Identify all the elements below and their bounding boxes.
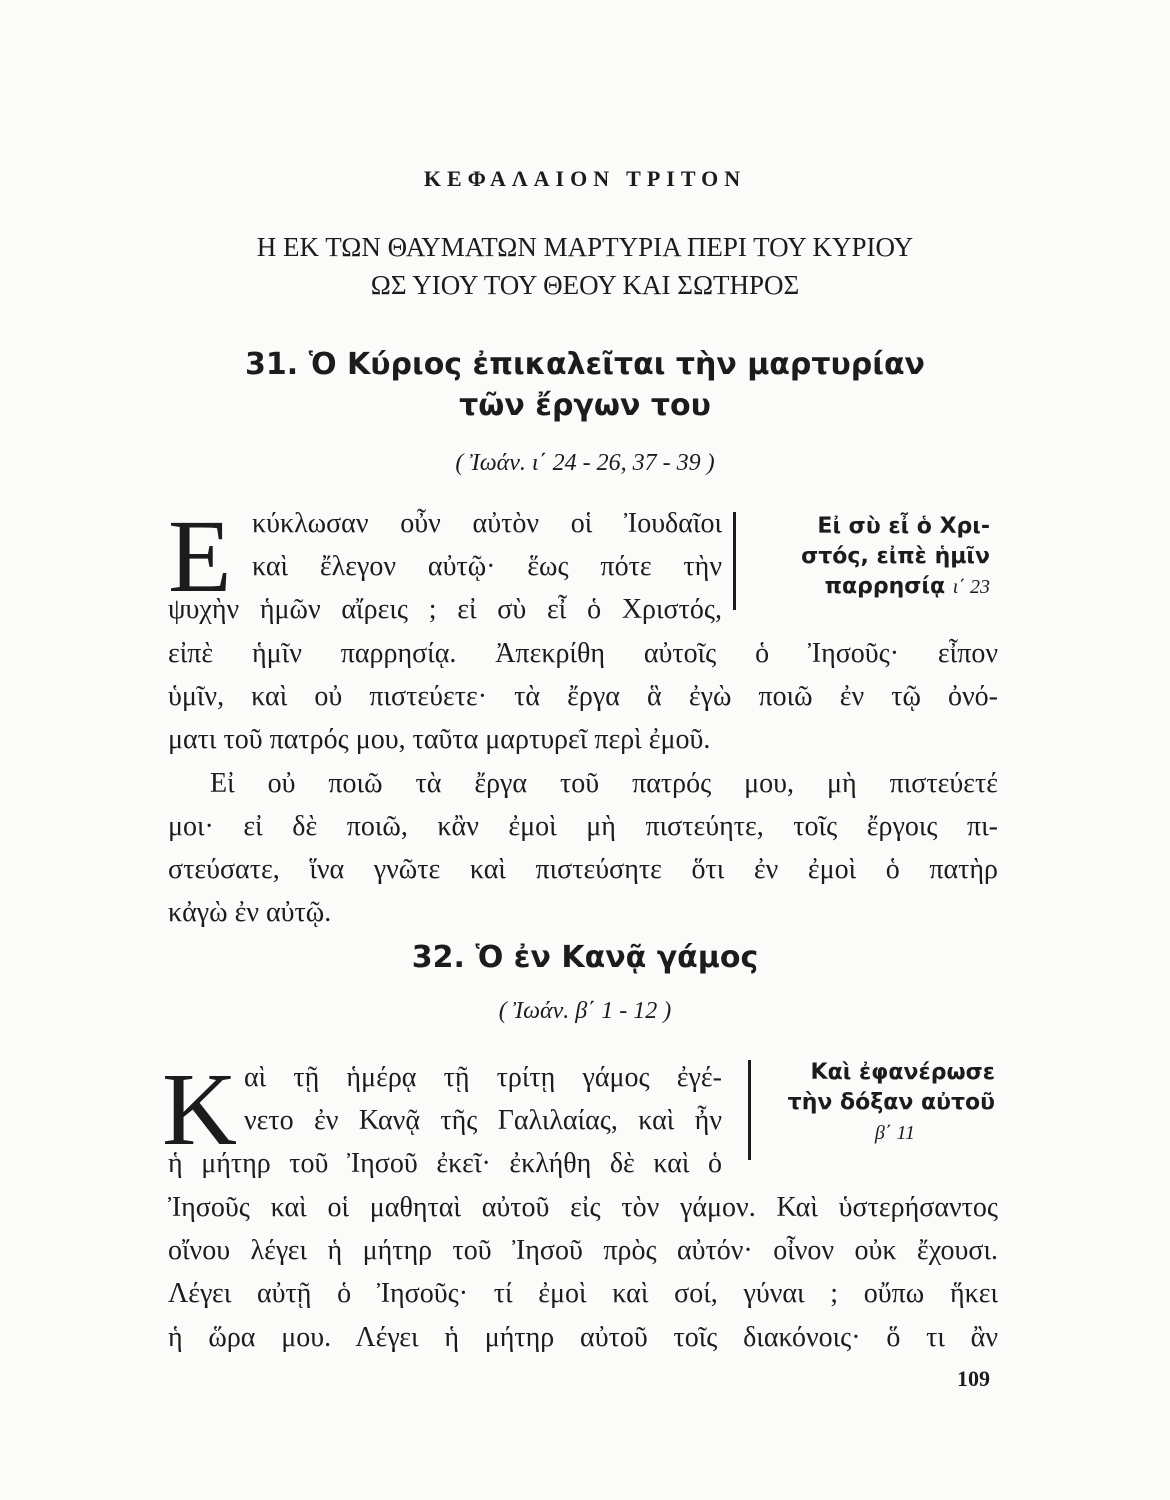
section-31-sidenote-rule (733, 512, 736, 610)
section-31-title-line-1: 31. Ὁ Κύριος ἐπικαλεῖται τὴν μαρτυρίαν (245, 347, 925, 382)
section-31-line-10: κἀγὼ ἐν αὐτῷ. (168, 897, 332, 928)
section-31-line-8: μοι· εἰ δὲ ποιῶ, κἂν ἐμοὶ μὴ πιστεύητε, τοῖς ἔργοις πι- (168, 811, 998, 842)
section-32-reference: ( Ἰωάν. β΄ 1 - 12 ) (498, 998, 672, 1024)
section-31-line-1: κύκλωσαν οὖν αὐτὸν οἱ Ἰουδαῖοι (252, 508, 722, 539)
section-31-title-line-2: τῶν ἔργων του (459, 388, 711, 423)
section-32-line-1: αὶ τῇ ἡμέρᾳ τῇ τρίτῃ γάμος ἐγέ- (244, 1062, 722, 1093)
sidenote-verse: β΄ 11 (874, 1122, 915, 1144)
section-32-sidenote-rule (748, 1060, 751, 1160)
section-32-line-4: Ἰησοῦς καὶ οἱ μαθηταὶ αὐτοῦ εἰς τὸν γάμον. Καὶ ὑστερήσαντος (168, 1192, 998, 1223)
section-31-line-3: ψυχὴν ἡμῶν αἴρεις ; εἰ σὺ εἶ ὁ Χριστός, (168, 594, 722, 625)
sidenote-line (765, 1118, 995, 1148)
section-32-line-2: νετο ἐν Κανᾷ τῆς Γαλιλαίας, καὶ ἦν (244, 1105, 722, 1136)
section-32-line-3: ἡ μήτηρ τοῦ Ἰησοῦ ἐκεῖ· ἐκλήθη δὲ καὶ ὁ (168, 1148, 722, 1179)
section-31-line-5: ὑμῖν, καὶ οὐ πιστεύετε· τὰ ἔργα ἃ ἐγὼ ποιῶ ἐν τῷ ὀνό- (168, 681, 998, 712)
section-31-line-2: καὶ ἔλεγον αὐτῷ· ἕως πότε τὴν (252, 551, 722, 582)
section-31-line-9: στεύσατε, ἵνα γνῶτε καὶ πιστεύσητε ὅτι ἐν ἐμοὶ ὁ πατὴρ (168, 854, 998, 885)
section-32-line-7: ἡ ὥρα μου. Λέγει ἡ μήτηρ αὐτοῦ τοῖς διακόνοις· ὅ τι ἂν (168, 1322, 998, 1353)
section-32-line-5: οἴνου λέγει ἡ μήτηρ τοῦ Ἰησοῦ πρὸς αὐτόν· οἶνον οὐκ ἔχουσι. (168, 1235, 998, 1266)
section-31-reference: ( Ἰωάν. ι΄ 24 - 26, 37 - 39 ) (455, 450, 715, 476)
chapter-label: ΚΕΦΑΛΑΙΟΝ ΤΡΙΤΟΝ (423, 166, 747, 191)
section-31-dropcap: Ε (168, 499, 232, 614)
sidenote-line-text: παρρησίᾳ (824, 574, 946, 599)
sidenote-line (750, 572, 990, 602)
chapter-title-line-1: Η ΕΚ ΤΩΝ ΘΑΥΜΑΤΩΝ ΜΑΡΤΥΡΙΑ ΠΕΡΙ ΤΟΥ ΚΥΡΙΟΥ (256, 232, 914, 262)
chapter-title-line-2: ΩΣ ΥΙΟΥ ΤΟΥ ΘΕΟΥ ΚΑΙ ΣΩΤΗΡΟΣ (370, 270, 800, 300)
sidenote-line: Εἰ σὺ εἶ ὁ Χρι- (817, 514, 990, 539)
section-32-line-6: Λέγει αὐτῇ ὁ Ἰησοῦς· τί ἐμοὶ καὶ σοί, γύναι ; οὔπω ἥκει (168, 1278, 998, 1309)
sidenote-verse: ι΄ 23 (952, 576, 990, 598)
section-31-line-6: ματι τοῦ πατρός μου, ταῦτα μαρτυρεῖ περὶ ἐμοῦ. (168, 724, 711, 755)
section-32-sidenote (765, 1058, 995, 1148)
section-32-dropcap: Κ (162, 1052, 238, 1167)
sidenote-line: στός, εἰπὲ ἡμῖν (801, 544, 990, 569)
section-31-line-4: εἰπὲ ἡμῖν παρρησίᾳ. Ἀπεκρίθη αὐτοῖς ὁ Ἰησοῦς· εἶπον (168, 638, 998, 669)
section-31-line-7: Εἰ οὐ ποιῶ τὰ ἔργα τοῦ πατρός μου, μὴ πιστεύετέ (210, 768, 998, 799)
page-number: 109 (957, 1366, 990, 1391)
section-31-sidenote (750, 512, 990, 602)
section-32-title: 32. Ὁ ἐν Κανᾷ γάμος (411, 940, 759, 975)
sidenote-line: Καὶ ἐφανέρωσε (810, 1060, 995, 1085)
sidenote-line: τὴν δόξαν αὐτοῦ (787, 1090, 995, 1115)
